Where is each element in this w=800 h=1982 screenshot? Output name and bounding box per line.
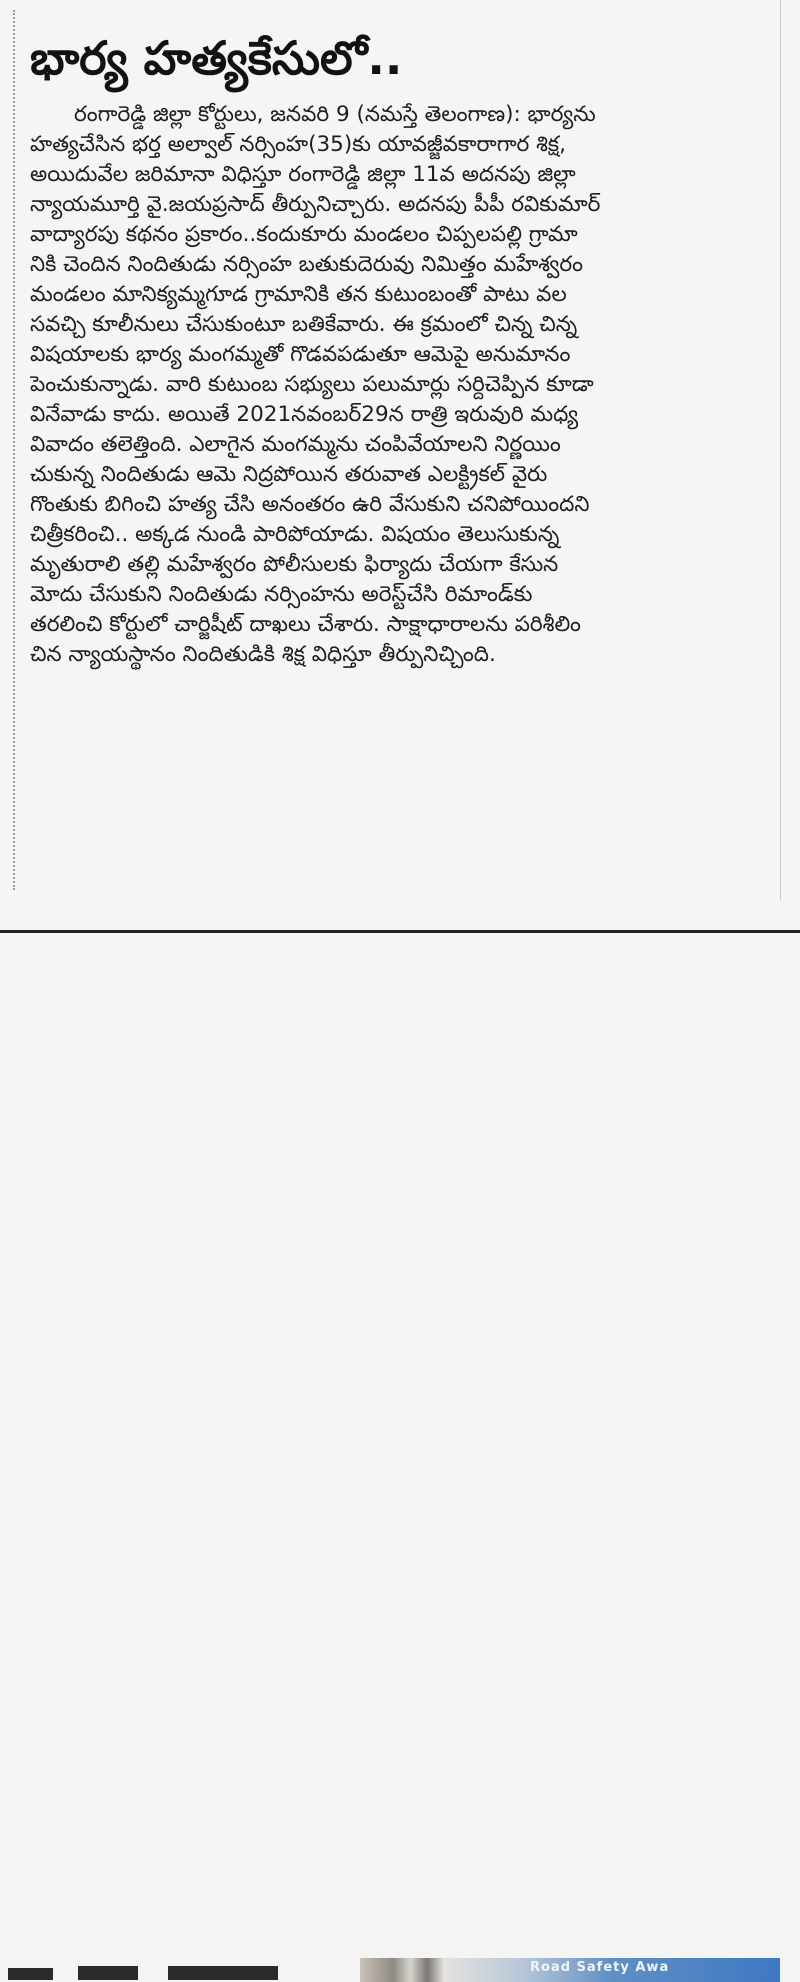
article-body <box>30 100 750 670</box>
article-line: రంగారెడ్డి జిల్లా కోర్టులు, జనవరి 9 (నమస్తే తెలంగాణ): భార్యను <box>74 102 596 127</box>
article-line: చిత్రీకరించి.. అక్కడ నుండి పారిపోయాడు. విషయం తెలుసుకున్న <box>30 522 560 547</box>
section-divider <box>0 930 800 933</box>
article-line: నికి చెందిన నిందితుడు నర్సింహ బతుకుదెరువు నిమిత్తం మహేశ్వరం <box>30 252 584 277</box>
next-article-strip <box>0 975 800 1975</box>
article-line: మోదు చేసుకుని నిందితుడు నర్సింహను అరెస్ట్‌చేసి రిమాండ్‌కు <box>30 582 533 607</box>
article-line: న్యాయమూర్తి వై.జయప్రసాద్ తీర్పునిచ్చారు. అదనపు పీపీ రవికుమార్ <box>30 192 601 217</box>
article-line: చుకున్న నిందితుడు ఆమె నిద్రపోయిన తరువాత ఎలక్ట్రికల్ వైరు <box>30 462 548 487</box>
next-article-headline-fragment <box>8 1960 288 1982</box>
photo-fragment <box>360 1958 780 1982</box>
photo-banner-text: Road Safety Awa <box>530 1960 670 1975</box>
article-line: గొంతుకు బిగించి హత్య చేసి అనంతరం ఉరి వేసుకుని చనిపోయిందని <box>30 492 590 517</box>
article-line: వాద్యారపు కథనం ప్రకారం..కందుకూరు మండలం చిప్పలపల్లి గ్రామా <box>30 222 578 247</box>
article-line: చిన న్యాయస్థానం నిందితుడికి శిక్ష విధిస్తూ తీర్పునిచ్చింది. <box>30 642 496 667</box>
article-line: పెంచుకున్నాడు. వారి కుటుంబ సభ్యులు పలుమార్లు సర్దిచెప్పిన కూడా <box>30 372 594 397</box>
article-line: మృతురాలి తల్లి మహేశ్వరం పోలీసులకు ఫిర్యాదు చేయగా కేసున <box>30 552 559 577</box>
article-line: తరలించి కోర్టులో చార్జిషీట్ దాఖలు చేశారు. సాక్షాధారాలను పరిశీలిం <box>30 612 581 637</box>
article-line: హత్యచేసిన భర్త అల్వాల్ నర్సింహ(35)కు యావజ్జీవకారాగార శిక్ష, <box>30 132 566 157</box>
headline: భార్య హత్యకేసులో.. <box>30 31 403 85</box>
article-line: వివాదం తలెత్తింది. ఎలాగైన మంగమ్మను చంపివేయాలని నిర్ణయిం <box>30 432 561 457</box>
article-line: వినేవాడు కాదు. అయితే 2021నవంబర్29న రాత్రి ఇరువురి మధ్య <box>30 402 579 427</box>
column-rule-left <box>13 10 15 890</box>
column-rule-right <box>780 0 781 900</box>
article-line: మండలం మానిక్యమ్మగూడ గ్రామానికి తన కుటుంబంతో పాటు వల <box>30 282 567 307</box>
article-line: సవచ్చి కూలీనులు చేసుకుంటూ బతికేవారు. ఈ క్రమంలో చిన్న చిన్న <box>30 312 578 337</box>
news-clipping <box>0 0 800 910</box>
article-line: అయిదువేల జరిమానా విధిస్తూ రంగారెడ్డి జిల్లా 11వ అదనపు జిల్లా <box>30 162 576 187</box>
article-line: విషయాలకు భార్య మంగమ్మతో గొడవపడుతూ ఆమెపై అనుమానం <box>30 342 571 367</box>
